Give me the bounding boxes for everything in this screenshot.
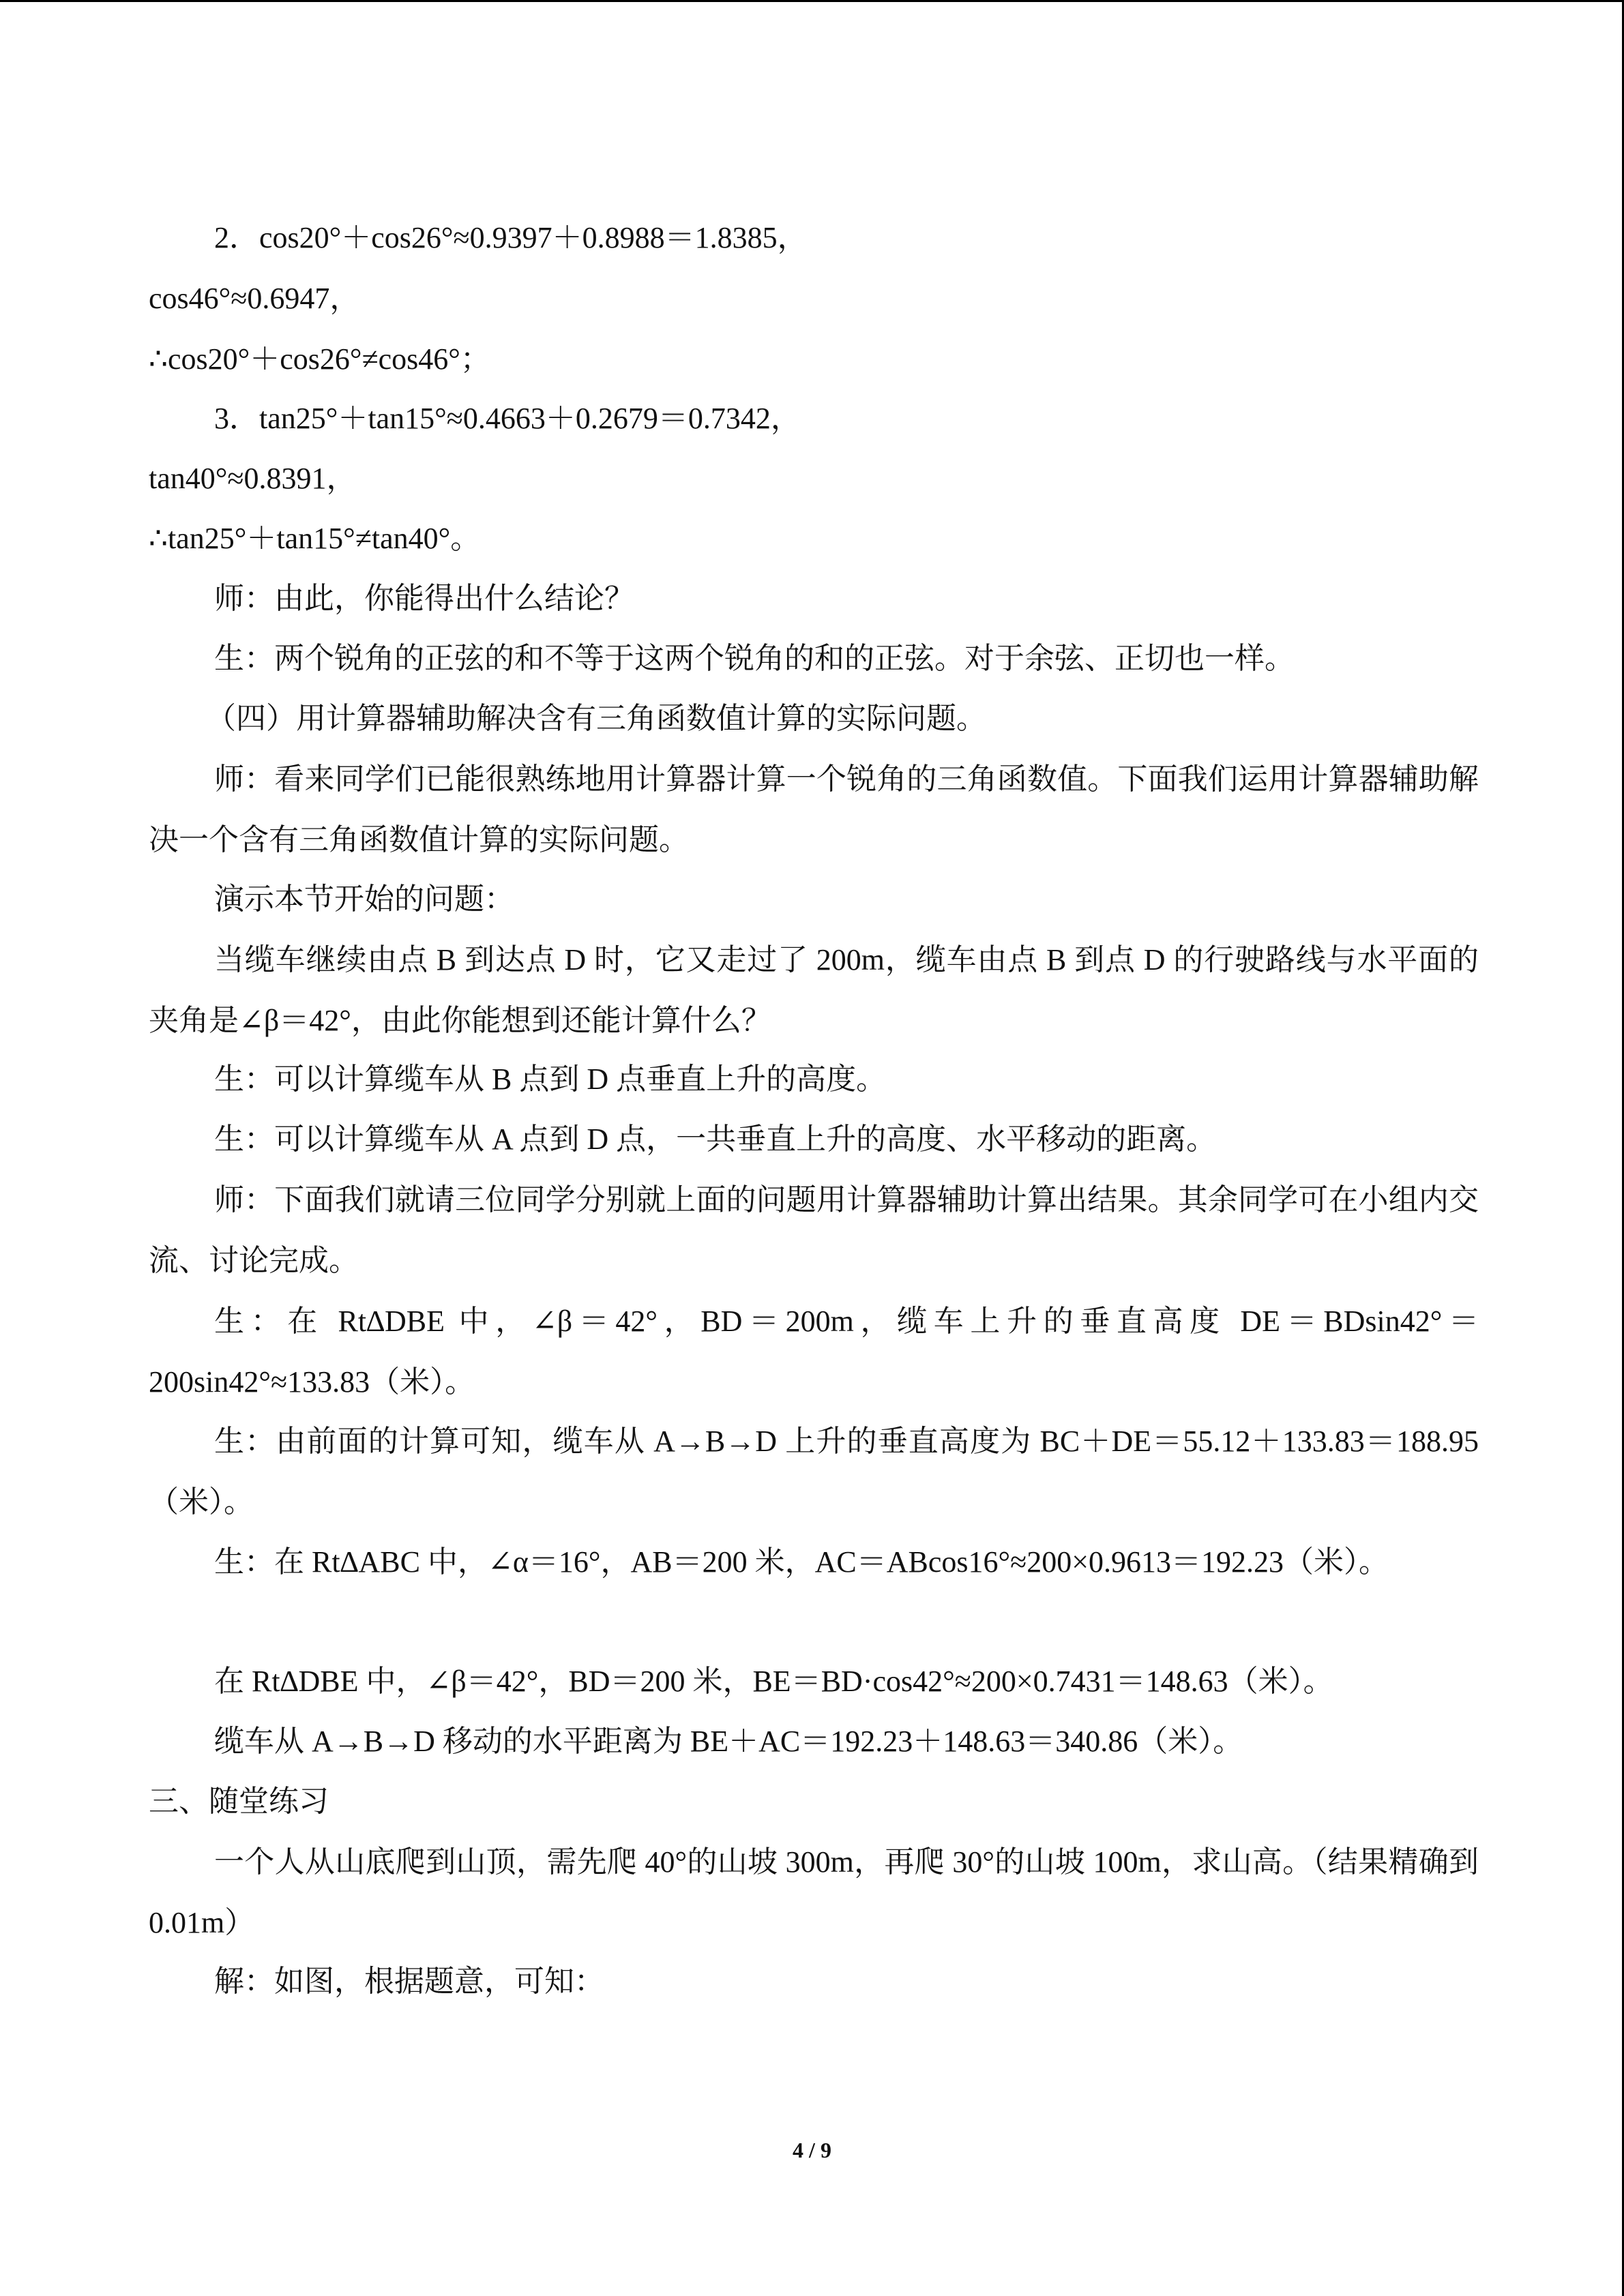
paragraph-text: 一个人从山底爬到山顶，需先爬 40°的山坡 300m，再爬 30°的山坡 100m，求山高。（结果精确到 0.01m） bbox=[149, 1845, 1479, 1939]
text-line: 2．cos20°＋cos26°≈0.9397＋0.8988＝1.8385， bbox=[214, 221, 808, 254]
text-line: cos46°≈0.6947， bbox=[149, 282, 360, 315]
paragraph bbox=[149, 1411, 1479, 1532]
paragraph bbox=[149, 1291, 1479, 1412]
text-line: 解：如图，根据题意，可知： bbox=[214, 1965, 604, 1998]
text-line: 缆车从 A→B→D 移动的水平距离为 BE＋AC＝192.23＋148.63＝340.86（米）。 bbox=[214, 1725, 1243, 1758]
paragraph-text: 当缆车继续由点 B 到达点 D 时，它又走过了 200m，缆车由点 B 到点 D 的行驶路线与水平面的夹角是∠β＝42°，由此你能想到还能计算什么？ bbox=[149, 943, 1479, 1037]
paragraph bbox=[149, 929, 1479, 1051]
text-line: ∴cos20°＋cos26°≠cos46°； bbox=[149, 342, 490, 376]
paragraph bbox=[149, 1532, 1479, 1592]
paragraph-text: 生：由前面的计算可知，缆车从 A→B→D 上升的垂直高度为 BC＋DE＝55.12＋133.83＝188.95（米）。 bbox=[149, 1425, 1479, 1519]
text-line: 3．tan25°＋tan15°≈0.4663＋0.2679＝0.7342， bbox=[214, 402, 801, 435]
paragraph bbox=[149, 749, 1479, 870]
text-line: ∴tan25°＋tan15°≠tan40°。 bbox=[149, 522, 481, 555]
text-line: 生：可以计算缆车从 A 点到 D 点，一共垂直上升的高度、水平移动的距离。 bbox=[214, 1122, 1217, 1156]
paragraph bbox=[149, 1169, 1479, 1291]
text-line: 在 Rt∆DBE 中，∠β＝42°，BD＝200 米，BE＝BD·cos42°≈200×0.7431＝148.63（米）。 bbox=[214, 1665, 1333, 1698]
section-heading: 三、随堂练习 bbox=[149, 1785, 329, 1818]
paragraph-text: 生：在 Rt∆ABC 中，∠α＝16°，AB＝200 米，AC＝ABcos16°≈200×0.9613＝192.23（米）。 bbox=[214, 1545, 1389, 1579]
text-line: 师：由此，你能得出什么结论？ bbox=[214, 582, 634, 615]
paragraph-text: 生：在 Rt∆DBE 中，∠β＝42°，BD＝200m，缆车上升的垂直高度 DE＝BDsin42°＝200sin42°≈133.83（米）。 bbox=[149, 1304, 1479, 1399]
text-line: 演示本节开始的问题： bbox=[214, 882, 514, 916]
section-heading: （四）用计算器辅助解决含有三角函数值计算的实际问题。 bbox=[206, 702, 986, 735]
text-line: 生：两个锐角的正弦的和不等于这两个锐角的和的正弦。对于余弦、正切也一样。 bbox=[214, 642, 1295, 675]
page-number: 4 / 9 bbox=[793, 2138, 831, 2162]
paragraph bbox=[149, 1832, 1479, 1953]
text-line: 生：可以计算缆车从 B 点到 D 点垂直上升的高度。 bbox=[214, 1062, 887, 1096]
paragraph-text: 师：看来同学们已能很熟练地用计算器计算一个锐角的三角函数值。下面我们运用计算器辅助解决一个含有三角函数值计算的实际问题。 bbox=[149, 762, 1479, 856]
text-line: tan40°≈0.8391， bbox=[149, 462, 357, 495]
paragraph-text: 师：下面我们就请三位同学分别就上面的问题用计算器辅助计算出结果。其余同学可在小组内交流、讨论完成。 bbox=[149, 1183, 1479, 1277]
